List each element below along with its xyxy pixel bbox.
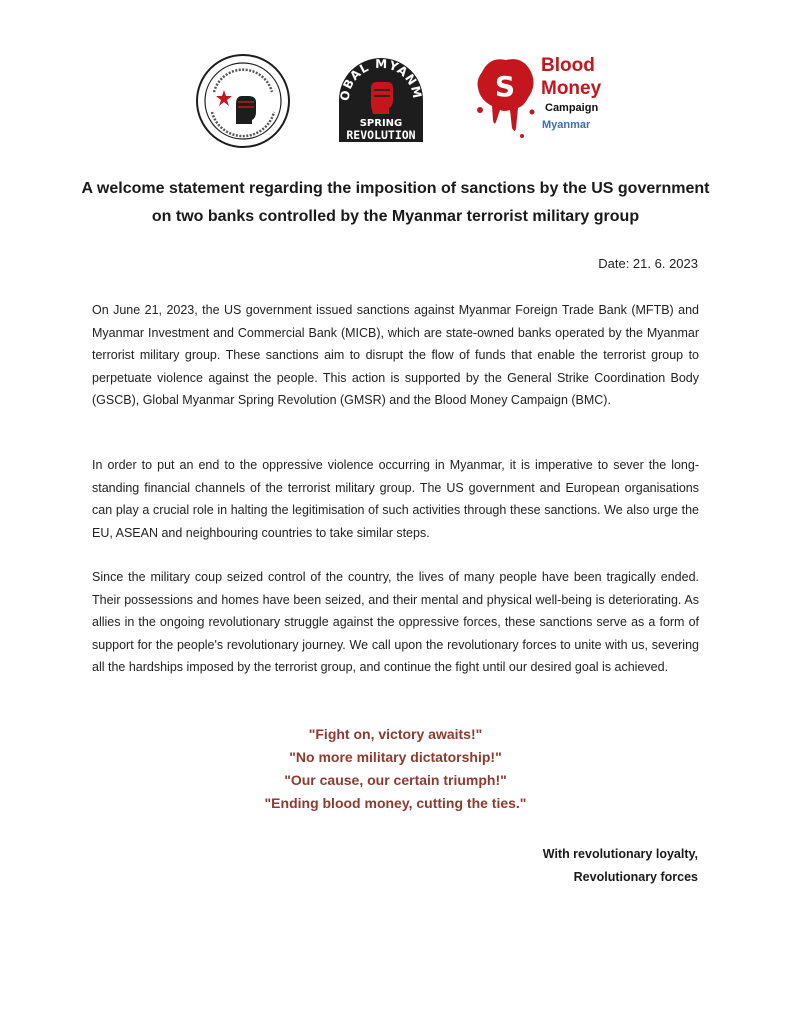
gmsr-logo	[333, 52, 429, 144]
slogan-item: "Fight on, victory awaits!"	[308, 726, 483, 742]
statement-date: Date: 21. 6. 2023	[598, 256, 698, 271]
paragraph-revolution: Since the military coup seized control of the country, the lives of many people have been tragically ended. Their possessions and homes have been seized, and their mental and physical well-being is deteriorating. As allies in the ongoing revolutionary struggle against the oppressive forces, these sanctions serve as a form of support for the people's revolutionary journey. We call upon the revolutionary forces to unite with us, severing all the hardships imposed by the terrorist group, and continue the fight until our desired goal is achieved.	[92, 570, 699, 674]
gscb-logo	[194, 52, 292, 150]
slogan-item: "Our cause, our certain triumph!"	[284, 772, 507, 788]
gmsr-badge-icon	[333, 52, 429, 144]
slogan-item: "Ending blood money, cutting the ties."	[264, 795, 527, 811]
bmc-emblem-symbol: S	[494, 70, 516, 103]
gscb-seal-icon	[194, 52, 292, 150]
gmsr-arc-text: OBAL MYANM	[337, 56, 425, 102]
bmc-line-3: Campaign	[545, 102, 599, 114]
paragraph-sanctions: On June 21, 2023, the US government issued sanctions against Myanmar Foreign Trade Bank (MFTB) and Myanmar Investment and Commercial Bank (MICB), which are state-owned banks operated by the Myanmar terrorist military group. These sanctions aim to disrupt the flow of funds that enable the terrorist group to perpetuate violence against the people. This action is supported by the General Strike Coordination Body (GSCB), Global Myanmar Spring Revolution (GMSR) and the Blood Money Campaign (BMC).	[92, 303, 699, 407]
paragraph-financial-channels: In order to put an end to the oppressive violence occurring in Myanmar, it is imperative to sever the long-standing financial channels of the terrorist military group. The US government and European organisations can play a crucial role in halting the legitimisation of such activities through these sanctions. We also urge the EU, ASEAN and neighbouring countries to take similar steps.	[92, 458, 699, 540]
signoff	[543, 843, 698, 889]
slogan-item: "No more military dictatorship!"	[289, 749, 502, 765]
gmsr-line-2: REVOLUTION	[346, 128, 416, 142]
slogan-list	[0, 723, 791, 815]
blood-splatter-icon	[472, 52, 538, 142]
gmsr-line-1: SPRING	[359, 118, 403, 129]
statement-title: A welcome statement regarding the imposition of sanctions by the US government on two banks controlled by the Myanmar terrorist military group	[81, 180, 710, 225]
bmc-line-2: Money	[541, 78, 602, 99]
bmc-line-4: Myanmar	[542, 119, 591, 131]
logo-row	[0, 52, 791, 152]
signoff-line-2: Revolutionary forces	[573, 870, 698, 884]
bmc-logo	[472, 52, 602, 142]
bmc-line-1: Blood	[541, 55, 595, 76]
signoff-line-1: With revolutionary loyalty,	[542, 847, 698, 861]
